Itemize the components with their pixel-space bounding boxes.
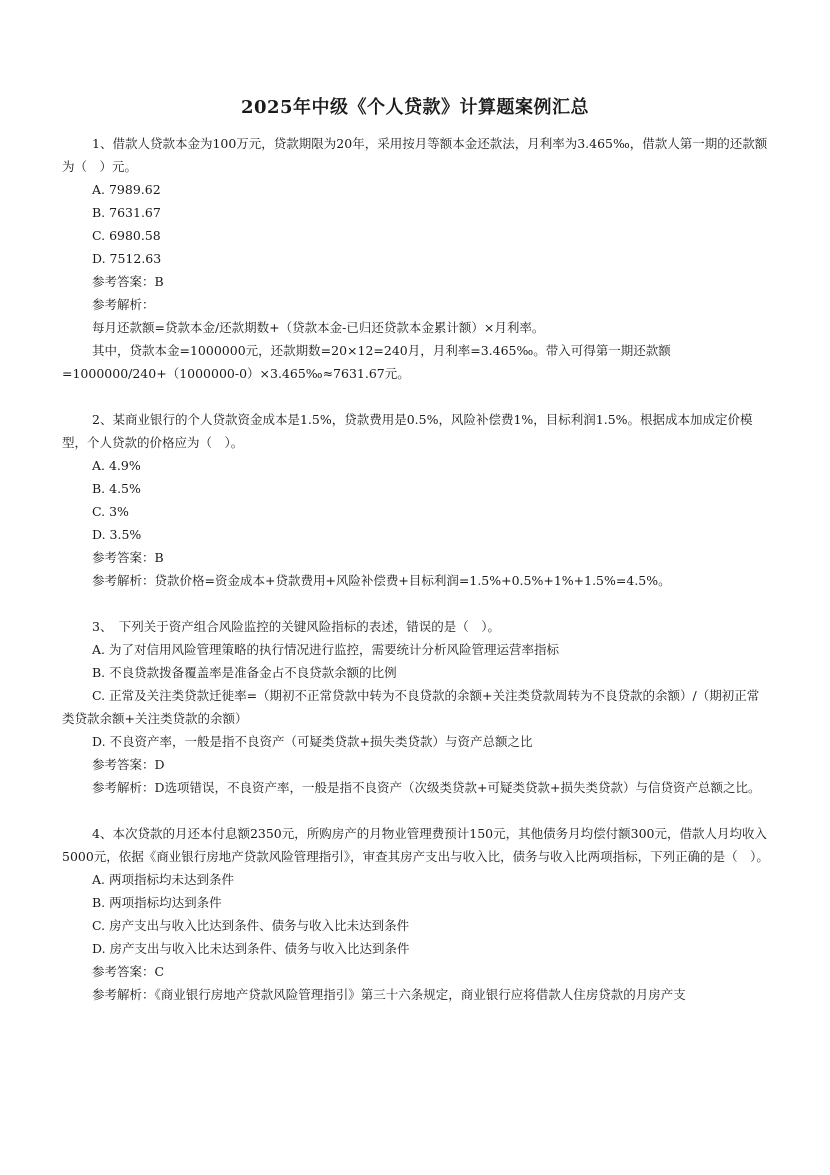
question-2-option-b: B. 4.5% <box>92 481 141 496</box>
question-4-answer: 参考答案：C <box>92 964 165 979</box>
question-2-option-d: D. 3.5% <box>92 527 142 542</box>
question-3-answer: 参考答案：D <box>92 757 165 772</box>
question-4-text: 4、本次贷款的月还本付息额2350元，所购房产的月物业管理费预计150元，其他债务月均偿付额300元，借款人月均收入5000元，依据《商业银行房地产贷款风险管理指引》，审查其房产支出与收入比，债务与收入比两项指标，下列正确的是（ ）。 <box>62 826 769 864</box>
question-2 <box>62 408 770 592</box>
question-3-option-b: B. 不良贷款拨备覆盖率是准备金占不良贷款余额的比例 <box>92 665 397 680</box>
question-1-text: 1、借款人贷款本金为100万元，贷款期限为20年，采用按月等额本金还款法，月利率为3.465‰，借款人第一期的还款额为（ ）元。 <box>62 136 768 174</box>
question-2-text: 2、某商业银行的个人贷款资金成本是1.5%，贷款费用是0.5%，风险补偿费1%，目标利润1.5%。根据成本加成定价模型，个人贷款的价格应为（ ）。 <box>62 412 753 450</box>
document-body <box>62 132 770 1006</box>
question-3-option-c: C. 正常及关注类贷款迁徙率=（期初不正常贷款中转为不良贷款的余额+关注类贷款周转为不良贷款的余额）/（期初正常类贷款余额+关注类贷款的余额） <box>62 688 760 726</box>
question-4-option-c: C. 房产支出与收入比达到条件、债务与收入比未达到条件 <box>92 918 410 933</box>
question-4-option-a: A. 两项指标均未达到条件 <box>92 872 234 887</box>
spacer <box>62 799 770 822</box>
question-4-option-d: D. 房产支出与收入比未达到条件、债务与收入比达到条件 <box>92 941 410 956</box>
document-title: 2025年中级《个人贷款》计算题案例汇总 <box>240 97 590 118</box>
question-3 <box>62 615 770 799</box>
question-1-analysis-1: 每月还款额=贷款本金/还款期数+（贷款本金-已归还贷款本金累计额）×月利率。 <box>92 320 545 335</box>
question-3-text: 3、 下列关于资产组合风险监控的关键风险指标的表述，错误的是（ ）。 <box>92 619 500 634</box>
spacer <box>62 385 770 408</box>
spacer <box>62 592 770 615</box>
question-2-answer: 参考答案：B <box>92 550 164 565</box>
question-1-analysis-label: 参考解析： <box>92 297 155 312</box>
question-3-option-a: A. 为了对信用风险管理策略的执行情况进行监控，需要统计分析风险管理运营率指标 <box>92 642 559 657</box>
question-1-answer: 参考答案：B <box>92 274 164 289</box>
question-3-analysis: 参考解析：D选项错误，不良资产率，一般是指不良资产（次级类贷款+可疑类贷款+损失类贷款）与信贷资产总额之比。 <box>92 780 761 795</box>
question-1-analysis-2: 其中，贷款本金=1000000元，还款期数=20×12=240月，月利率=3.465‰。带入可得第一期还款额=1000000/240+（1000000-0）×3.465‰≈7631.67元。 <box>62 343 671 381</box>
question-2-analysis: 参考解析：贷款价格=资金成本+贷款费用+风险补偿费+目标利润=1.5%+0.5%+1%+1.5%=4.5%。 <box>92 573 671 588</box>
question-2-option-c: C. 3% <box>92 504 129 519</box>
question-3-option-d: D. 不良资产率，一般是指不良资产（可疑类贷款+损失类贷款）与资产总额之比 <box>92 734 533 749</box>
question-4 <box>62 822 770 1006</box>
question-1-option-a: A. 7989.62 <box>92 182 161 197</box>
question-2-option-a: A. 4.9% <box>92 458 141 473</box>
question-4-option-b: B. 两项指标均达到条件 <box>92 895 222 910</box>
question-4-analysis: 参考解析：《商业银行房地产贷款风险管理指引》第三十六条规定，商业银行应将借款人住房贷款的月房产支 <box>92 987 686 1002</box>
question-1-option-d: D. 7512.63 <box>92 251 162 266</box>
question-1-option-c: C. 6980.58 <box>92 228 161 243</box>
question-1-option-b: B. 7631.67 <box>92 205 161 220</box>
question-1 <box>62 132 770 385</box>
